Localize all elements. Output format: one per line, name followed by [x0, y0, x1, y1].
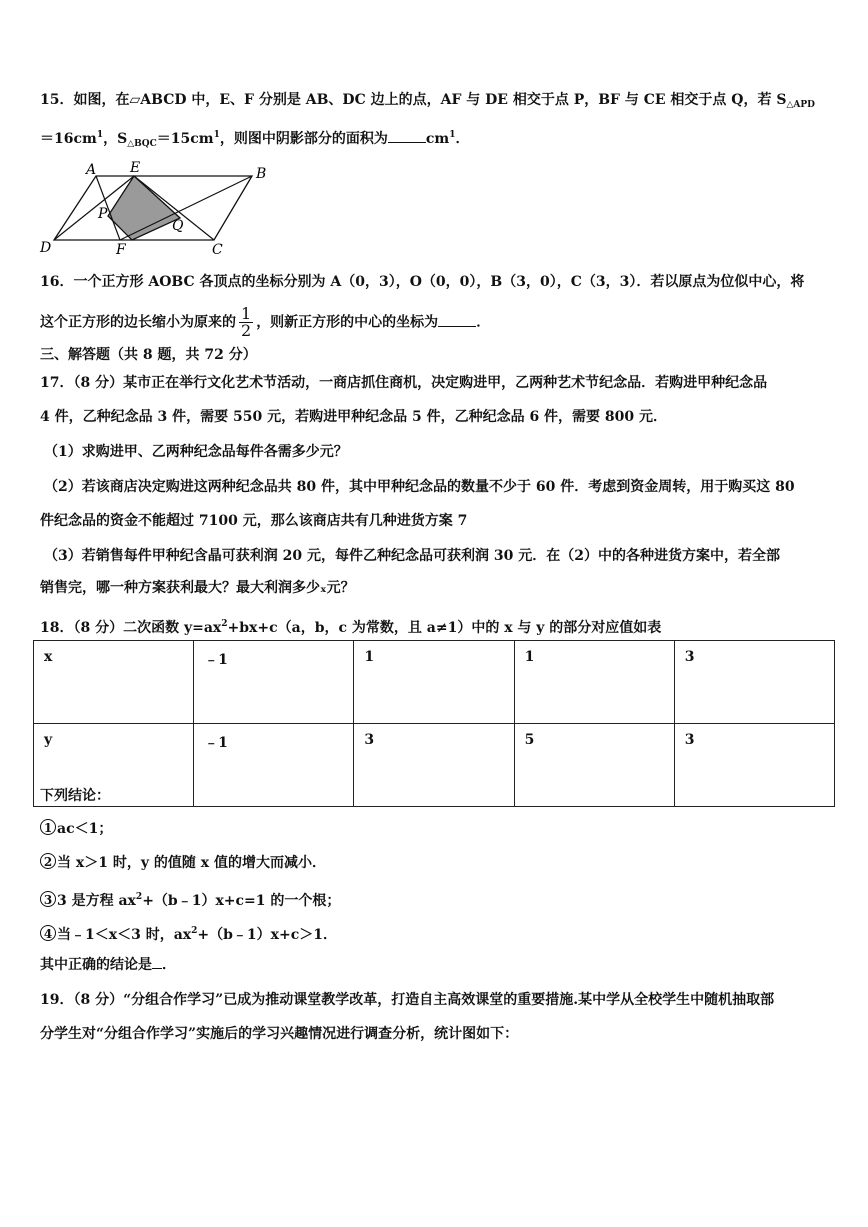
- table-cell: 3: [674, 724, 834, 807]
- label-A: A: [86, 162, 97, 178]
- table-cell: 1: [354, 641, 514, 724]
- q18-line1: 18．（8 分）二次函数 $y=ax^2+bx+c(a$，b，c 为常数，且 a≠1）中的 x 与 y 的部分对应值如表: [40, 619, 662, 636]
- q18-answer-line: 其中正确的结论是 ．: [40, 957, 176, 973]
- circled-number-1: 1: [40, 819, 56, 835]
- table-cell: 3: [354, 724, 514, 807]
- fraction-one-half: $\frac{1}{2}$: [241, 304, 252, 340]
- conclusion-2: 2 当 x＞1 时，y 的值随 x 值的增大而减小．: [40, 853, 326, 873]
- label-D: D: [40, 240, 52, 256]
- q17-part1: （1）求购进甲、乙两种纪念品每件各需多少元？: [44, 444, 348, 460]
- table-cell: ﹣1: [194, 724, 354, 807]
- table-row: [34, 724, 835, 807]
- answer-blank: [388, 129, 426, 143]
- q16-line1: 16．一个正方形 AOBC 各顶点的坐标分别为 A（0，3），O（0，0），B（3，0），C（3，3）．若以原点为位似中心，将: [40, 274, 805, 290]
- q15-line2: $=16cm^1$，$S_{\triangle BQC}=15cm^1$，则图中阴影部分的面积为 $cm^1$．: [40, 130, 470, 149]
- q17-line2: 4 件，乙种纪念品 3 件，需要 550 元，若购进甲种纪念品 5 件，乙种纪念品 6 件，需要 800 元．: [40, 409, 668, 425]
- conclusion-4: 4 当﹣1＜x＜3 时，$ax^2+(b﹣1)x+c>1$．: [40, 921, 337, 945]
- q17-part2-line1: （2）若该商店决定购进这两种纪念品共 80 件，其中甲种纪念品的数量不少于 60 件．考虑到资金周转，用于购买这 80: [44, 479, 795, 495]
- table-cell: ﹣1: [194, 641, 354, 724]
- q17-line1: 17．（8 分）某市正在举行文化艺术节活动，一商店抓住商机，决定购进甲，乙两种艺术节纪念品．若购进甲种纪念品: [40, 375, 768, 391]
- answer-blank: [152, 955, 162, 969]
- table-row: [34, 641, 835, 724]
- circled-number-2: 2: [40, 853, 56, 869]
- label-Q: Q: [172, 218, 184, 234]
- conclusion-3: 3 3 是方程 $ax^2+(b﹣1)x+c=1$ 的一个根；: [40, 887, 340, 911]
- table-cell: y: [34, 724, 194, 807]
- label-B: B: [256, 166, 267, 182]
- q19-line2: 分学生对“分组合作学习”实施后的学习兴趣情况进行调查分析，统计图如下：: [40, 1026, 519, 1042]
- parallelogram-figure: [36, 158, 276, 258]
- q19-line1: 19．（8 分）“分组合作学习”已成为推动课堂教学改革，打造自主高效课堂的重要措施.某中学从全校学生中随机抽取部: [40, 992, 775, 1008]
- table-cell: 5: [514, 724, 674, 807]
- answer-blank: [438, 313, 476, 327]
- conclusions-title: 下列结论：: [40, 788, 110, 804]
- circled-number-4: 4: [40, 925, 56, 941]
- q17-part3-line1: （3）若销售每件甲种纪含晶可获利润 20 元，每件乙种纪念品可获利润 30 元．在（2）中的各种进货方案中，若全部: [44, 548, 780, 564]
- label-E: E: [130, 160, 141, 176]
- parallelogram-icon: ▱: [129, 92, 141, 108]
- table-cell: x: [34, 641, 194, 724]
- q17-part2-line2: 件纪念品的资金不能超过 7100 元，那么该商店共有几种进货方案 7: [40, 513, 468, 529]
- q15-line1: 15．如图，在▱ABCD 中，E、F 分别是 AB、DC 边上的点，AF 与 DE 相交于点 P，BF 与 CE 相交于点 Q，若 $S_{\triangle APD}$: [40, 92, 815, 110]
- label-P: P: [98, 206, 108, 222]
- circled-number-3: 3: [40, 891, 56, 907]
- table-cell: 3: [674, 641, 834, 724]
- xy-value-table: [33, 640, 835, 807]
- section-heading: 三、解答题（共 8 题，共 72 分）: [40, 347, 257, 363]
- q17-part3-line2: 销售完，哪一种方案获利最大？最大利润多少ₓ元？: [40, 580, 355, 596]
- table-cell: 1: [514, 641, 674, 724]
- conclusion-1: 1 ac＜1；: [40, 819, 112, 839]
- label-C: C: [212, 242, 223, 258]
- q16-line2: 这个正方形的边长缩小为原来的 $\frac{1}{2}$ ，则新正方形的中心的坐标为 ．: [40, 304, 491, 340]
- label-F: F: [116, 242, 126, 258]
- shaded-quadrilateral: [108, 176, 180, 240]
